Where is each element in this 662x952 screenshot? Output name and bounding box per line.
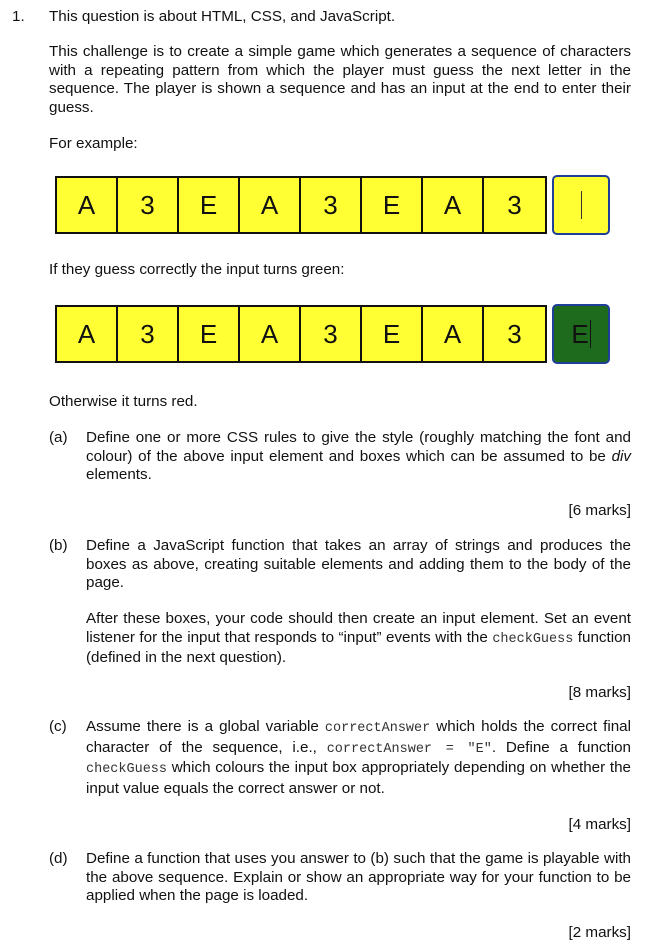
- sequence-box: A: [240, 307, 301, 361]
- part-d-label: (d): [49, 850, 68, 867]
- part-b-text-2b: function (defined in the next question).: [86, 628, 631, 667]
- part-a-text-em: div: [611, 447, 631, 465]
- part-c-text-3: . Define a function: [491, 738, 631, 756]
- sequence-box: 3: [301, 178, 362, 232]
- guess-input[interactable]: [552, 175, 610, 235]
- part-b-label: (b): [49, 537, 68, 554]
- sequence-box: A: [423, 307, 484, 361]
- part-b-code: checkGuess: [492, 631, 574, 647]
- part-a-label: (a): [49, 429, 68, 446]
- part-d-text: Define a function that uses you answer to (b) such that the game is playable with the above sequence. Explain or show an appropriate way for your function to be applied when the page is loaded.: [86, 850, 631, 905]
- sequence-box: E: [362, 178, 423, 232]
- part-c-text-1: Assume there is a global variable: [86, 718, 325, 735]
- sequence-box: E: [362, 307, 423, 361]
- part-c-marks: [4 marks]: [568, 816, 631, 833]
- part-d-marks: [2 marks]: [568, 924, 631, 941]
- text-caret: [590, 320, 591, 348]
- sequence-boxes: [55, 176, 547, 234]
- part-c-code-2: correctAnswer = "E": [326, 741, 492, 757]
- part-c-text-4: which colours the input box appropriately depending on whether the input value equals the correct answer or not.: [86, 759, 631, 797]
- question-number: 1.: [12, 8, 25, 25]
- part-c-text: [86, 718, 631, 798]
- example-sequence-default: [55, 175, 610, 235]
- guess-input-correct[interactable]: [552, 304, 610, 364]
- sequence-box: A: [57, 307, 118, 361]
- guess-input-value: E: [571, 318, 589, 349]
- sequence-box: A: [423, 178, 484, 232]
- sequence-box: 3: [507, 318, 522, 349]
- sequence-boxes: [55, 305, 547, 363]
- part-a-text: [86, 429, 631, 485]
- part-b-text: Define a JavaScript function that takes an array of strings and produces the boxes as above, creating suitable elements and adding them to the body of the page.: [86, 537, 631, 592]
- part-a-text-1: Define one or more CSS rules to give the style (roughly matching the font and colour) of the above input element and boxes which can be assumed to be: [86, 429, 631, 465]
- sequence-box: 3: [507, 189, 522, 220]
- if-correct-label: If they guess correctly the input turns green:: [49, 261, 345, 278]
- sequence-box: 3: [301, 307, 362, 361]
- part-c-label: (c): [49, 718, 67, 735]
- part-b-text-2: [86, 610, 631, 668]
- part-b-text-2a: After these boxes, your code should then create an input element. Set an event listener for the input that responds to “input” events with the: [86, 610, 631, 646]
- text-caret: [581, 191, 582, 219]
- part-b-marks: [8 marks]: [568, 684, 631, 701]
- sequence-box: E: [179, 178, 240, 232]
- part-c-text-2: which holds the correct final character of the sequence, i.e.,: [86, 718, 631, 756]
- part-c-code-1: correctAnswer: [324, 721, 431, 736]
- otherwise-label: Otherwise it turns red.: [49, 393, 198, 410]
- intro-paragraph: This challenge is to create a simple game which generates a sequence of characters with a repeating pattern from which the player must guess the next letter in the sequence. The player is shown a sequence and has an input at the end to enter their guess.: [49, 43, 631, 116]
- example-sequence-correct: [55, 304, 610, 364]
- sequence-box: 3: [118, 307, 179, 361]
- sequence-box: 3: [118, 178, 179, 232]
- sequence-box: A: [240, 178, 301, 232]
- part-a-text-2: elements.: [86, 466, 152, 484]
- for-example-label: For example:: [49, 135, 138, 152]
- question-title: This question is about HTML, CSS, and JavaScript.: [49, 8, 396, 25]
- sequence-box: E: [179, 307, 240, 361]
- part-a-marks: [6 marks]: [568, 502, 631, 519]
- part-c-code-3: checkGuess: [86, 762, 168, 778]
- sequence-box: A: [57, 178, 118, 232]
